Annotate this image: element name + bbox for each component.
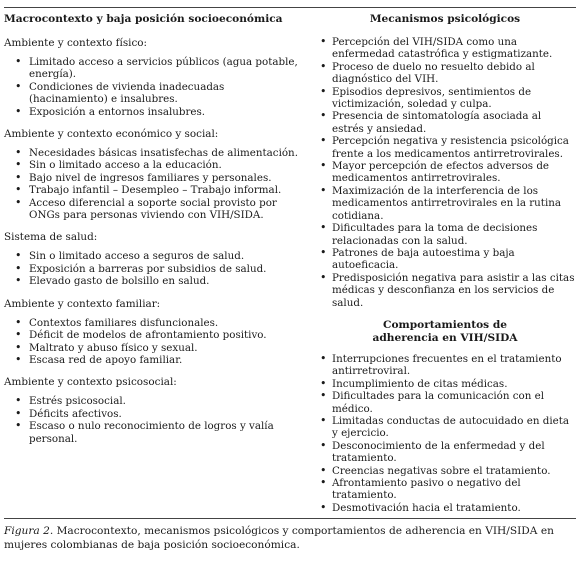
list-item: • Percepción negativa y resistencia psicológica frente a los medicamentos antirretrovirales. xyxy=(314,135,576,160)
bullet-list xyxy=(4,147,300,221)
list-item: • Desmotivación hacia el tratamiento. xyxy=(314,502,576,514)
list-item: • Interrupciones frecuentes en el tratamiento antirretroviral. xyxy=(314,353,576,378)
list-item: • Creencias negativas sobre el tratamiento. xyxy=(314,465,576,477)
left-heading: Macrocontexto y baja posición socioeconómica xyxy=(4,13,283,25)
list-item: • Escaso o nulo reconocimiento de logros y valía personal. xyxy=(4,420,300,445)
list-item: • Estrés psicosocial. xyxy=(4,395,300,407)
bullet-list xyxy=(314,36,576,309)
list-item: • Desconocimiento de la enfermedad y del tratamiento. xyxy=(314,440,576,465)
list-item: • Déficit de modelos de afrontamiento positivo. xyxy=(4,329,300,341)
section-label: Sistema de salud: xyxy=(4,231,98,244)
list-item: • Percepción del VIH/SIDA como una enfermedad catastrófica y estigmatizante. xyxy=(314,36,576,61)
list-item: • Proceso de duelo no resuelto debido al diagnóstico del VIH. xyxy=(314,61,576,86)
list-item: • Episodios depresivos, sentimientos de victimización, soledad y culpa. xyxy=(314,86,576,111)
list-item: • Elevado gasto de bolsillo en salud. xyxy=(4,275,300,287)
figure-label: Figura 2. xyxy=(4,525,54,537)
top-rule xyxy=(4,7,576,8)
list-item: • Limitadas conductas de autocuidado en dieta y ejercicio. xyxy=(314,415,576,440)
list-item: • Afrontamiento pasivo o negativo del tratamiento. xyxy=(314,477,576,502)
section-label: Ambiente y contexto familiar: xyxy=(4,297,161,310)
list-item: • Maltrato y abuso físico y sexual. xyxy=(4,342,300,354)
list-item: • Limitado acceso a servicios públicos (agua potable, energía). xyxy=(4,56,300,81)
section-health-system xyxy=(4,230,300,287)
list-item: • Bajo nivel de ingresos familiares y personales. xyxy=(4,172,300,184)
section-family xyxy=(4,297,300,367)
list-item: • Déficits afectivos. xyxy=(4,408,300,420)
list-item: • Contextos familiares disfuncionales. xyxy=(4,317,300,329)
adherence-heading xyxy=(314,319,576,345)
section-physical xyxy=(4,36,300,118)
list-item: • Maximización de la interferencia de los medicamentos antirretrovirales en la rutina cotidiana. xyxy=(314,185,576,222)
section-label: Ambiente y contexto psicosocial: xyxy=(4,376,177,389)
bullet-list xyxy=(4,395,300,445)
list-item: • Sin o limitado acceso a seguros de salud. xyxy=(4,250,300,262)
bullet-list xyxy=(314,353,576,514)
section-psychosocial xyxy=(4,375,300,445)
list-item: • Mayor percepción de efectos adversos de medicamentos antirretrovirales. xyxy=(314,160,576,185)
list-item: • Dificultades para la comunicación con el médico. xyxy=(314,390,576,415)
list-item: • Acceso diferencial a soporte social provisto por ONGs para personas viviendo con VIH/SIDA. xyxy=(4,197,300,222)
bullet-list xyxy=(4,56,300,118)
list-item: • Condiciones de vivienda inadecuadas (hacinamiento) e insalubres. xyxy=(4,81,300,106)
bullet-list xyxy=(4,250,300,287)
list-item: • Incumplimiento de citas médicas. xyxy=(314,378,576,390)
list-item: • Dificultades para la toma de decisiones relacionadas con la salud. xyxy=(314,222,576,247)
list-item: • Predisposición negativa para asistir a las citas médicas y desconfianza en los servicios de salud. xyxy=(314,272,576,309)
section-label: Ambiente y contexto económico y social: xyxy=(4,128,219,141)
list-item: • Exposición a entornos insalubres. xyxy=(4,106,300,118)
list-item: • Exposición a barreras por subsidios de salud. xyxy=(4,263,300,275)
bullet-list xyxy=(4,317,300,367)
right-column xyxy=(314,10,576,514)
figure-caption xyxy=(4,525,576,552)
caption-text: Macrocontexto, mecanismos psicológicos y comportamientos de adherencia en VIH/SIDA en mujeres colombianas de baja posición socioeconómica. xyxy=(4,525,554,551)
list-item: • Trabajo infantil – Desempleo – Trabajo informal. xyxy=(4,184,300,196)
right-heading: Mecanismos psicológicos xyxy=(369,13,521,25)
list-item: • Sin o limitado acceso a la educación. xyxy=(4,159,300,171)
list-item: • Necesidades básicas insatisfechas de alimentación. xyxy=(4,147,300,159)
adherence-heading-line2: adherencia en VIH/SIDA xyxy=(372,331,518,344)
list-item: • Presencia de sintomatología asociada al estrés y ansiedad. xyxy=(314,110,576,135)
list-item: • Escasa red de apoyo familiar. xyxy=(4,354,300,366)
section-label: Ambiente y contexto físico: xyxy=(4,37,148,49)
adherence-heading-line1: Comportamientos de xyxy=(383,318,507,331)
bottom-rule xyxy=(4,518,576,519)
section-economic-social xyxy=(4,127,300,221)
list-item: • Patrones de baja autoestima y baja autoeficacia. xyxy=(314,247,576,272)
left-column xyxy=(4,10,300,454)
